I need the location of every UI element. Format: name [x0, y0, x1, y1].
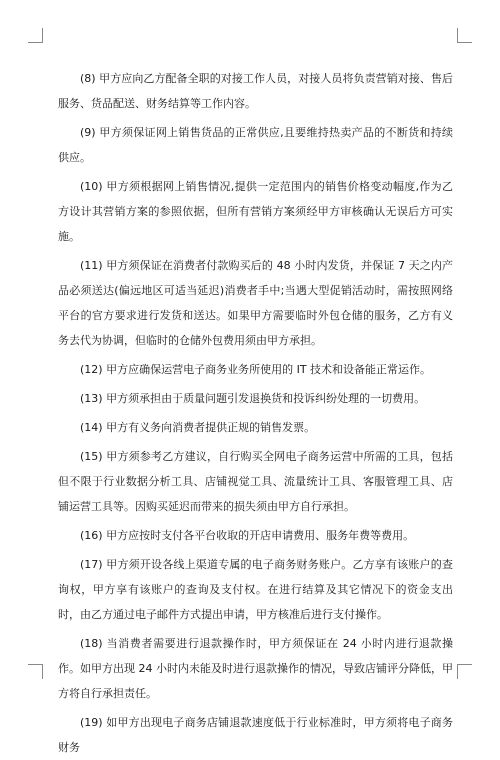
clause-9: (9) 甲方须保证网上销售货品的正常供应,且要维持热卖产品的不断货和持续供应。 — [58, 126, 453, 164]
corner-mark-bottom-left — [28, 664, 43, 679]
clause-11: (11) 甲方须保证在消费者付款购买后的 48 小时内发货，并保证 7 天之内产品必须送达(偏远地区可适当延迟)消费者手中;当遇大型促销活动时，需按照网络平台的官方要求进行发货和送达。如果甲方需要临时外包仓储的服务，乙方有义务去代为协调，但临时的仓储外包费用须由甲方承担。 — [58, 259, 453, 347]
clause-19: (19) 如甲方出现电子商务店铺退款速度低于行业标准时，甲方须将电子商务财务 — [58, 716, 453, 754]
clause-12: (12) 甲方应确保运营电子商务业务所使用的 IT 技术和设备能正常运作。 — [80, 363, 432, 376]
clause-13: (13) 甲方须承担由于质量问题引发退换货和投诉纠纷处理的一切费用。 — [80, 392, 426, 405]
clause-17: (17) 甲方须开设各线上渠道专属的电子商务财务账户。乙方享有该账户的查询权，甲方享有该账户的查询及支付权。在进行结算及其它情况下的资金支出时，由乙方通过电子邮件方式提出申请，甲方核准后进行支付操作。 — [58, 558, 453, 621]
clause-15: (15) 甲方须参考乙方建议，自行购买全网电子商务运营中所需的工具，包括但不限于行业数据分析工具、店铺视觉工具、流量统计工具、客服管理工具、店铺运营工具等。因购买延迟而带来的损失须由甲方自行承担。 — [58, 450, 453, 513]
clause-10: (10) 甲方须根据网上销售情况,提供一定范围内的销售价格变动幅度,作为乙方设计其营销方案的参照依据，但所有营销方案须经甲方审核确认无误后方可实施。 — [58, 180, 453, 243]
clause-14: (14) 甲方有义务向消费者提供正规的销售发票。 — [80, 421, 316, 434]
corner-mark-top-right — [457, 28, 472, 43]
clause-16: (16) 甲方应按时支付各平台收取的开店申请费用、服务年费等费用。 — [80, 529, 415, 542]
document-body — [58, 66, 453, 760]
corner-mark-top-left — [28, 28, 43, 43]
clause-8: (8) 甲方应向乙方配备全职的对接工作人员，对接人员将负责营销对接、售后服务、货品配送、财务结算等工作内容。 — [58, 72, 453, 110]
corner-mark-bottom-right — [457, 664, 472, 679]
clause-18: (18) 当消费者需要进行退款操作时，甲方须保证在 24 小时内进行退款操作。如甲方出现 24 小时内未能及时进行退款操作的情况，导致店铺评分降低，甲方将自行承担责任。 — [58, 637, 453, 700]
